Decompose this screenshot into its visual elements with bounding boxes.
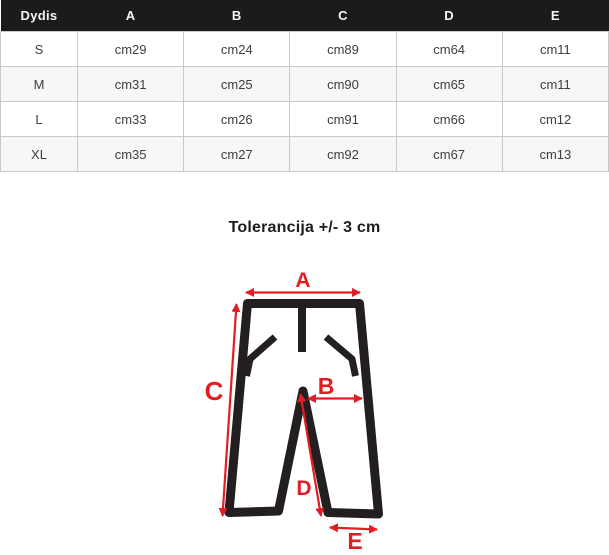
measurement-cell: cm67	[396, 137, 502, 172]
left-pocket-line	[247, 337, 276, 376]
table-row-s	[1, 32, 609, 67]
measurement-cell: cm27	[184, 137, 290, 172]
shorts-measurement-diagram	[186, 258, 416, 555]
measurement-cell: cm12	[502, 102, 608, 137]
measurement-cell: cm25	[184, 67, 290, 102]
measurement-cell: cm64	[396, 32, 502, 67]
table-row-l	[1, 102, 609, 137]
measurement-cell: cm11	[502, 67, 608, 102]
measurement-cell: cm29	[78, 32, 184, 67]
measurement-cell: cm90	[290, 67, 396, 102]
right-pocket-line	[326, 337, 356, 376]
measure-label-c: C	[204, 376, 224, 406]
column-header-c: C	[290, 0, 396, 32]
size-label-cell: S	[1, 32, 78, 67]
measurement-cell: cm24	[184, 32, 290, 67]
measurement-cell: cm11	[502, 32, 608, 67]
column-header-d: D	[396, 0, 502, 32]
size-chart-header	[1, 0, 609, 32]
measurement-cell: cm33	[78, 102, 184, 137]
size-chart-table	[0, 0, 609, 172]
measurement-cell: cm26	[184, 102, 290, 137]
measurement-cell: cm66	[396, 102, 502, 137]
measurement-cell: cm35	[78, 137, 184, 172]
table-row-m	[1, 67, 609, 102]
measure-label-b: B	[317, 373, 335, 399]
measurement-cell: cm31	[78, 67, 184, 102]
measure-label-e: E	[347, 528, 363, 554]
table-row-xl	[1, 137, 609, 172]
size-label-cell: M	[1, 67, 78, 102]
column-header-e: E	[502, 0, 608, 32]
tolerance-note: Tolerancija +/- 3 cm	[228, 219, 381, 236]
column-header-a: A	[78, 0, 184, 32]
measurement-cell: cm65	[396, 67, 502, 102]
measurement-cell: cm13	[502, 137, 608, 172]
measurement-cell: cm89	[290, 32, 396, 67]
measure-label-d: D	[296, 477, 312, 500]
size-label-cell: XL	[1, 137, 78, 172]
measurement-cell: cm92	[290, 137, 396, 172]
column-header-size: Dydis	[1, 0, 78, 32]
measure-label-a: A	[295, 269, 311, 292]
column-header-b: B	[184, 0, 290, 32]
size-label-cell: L	[1, 102, 78, 137]
measurement-cell: cm91	[290, 102, 396, 137]
